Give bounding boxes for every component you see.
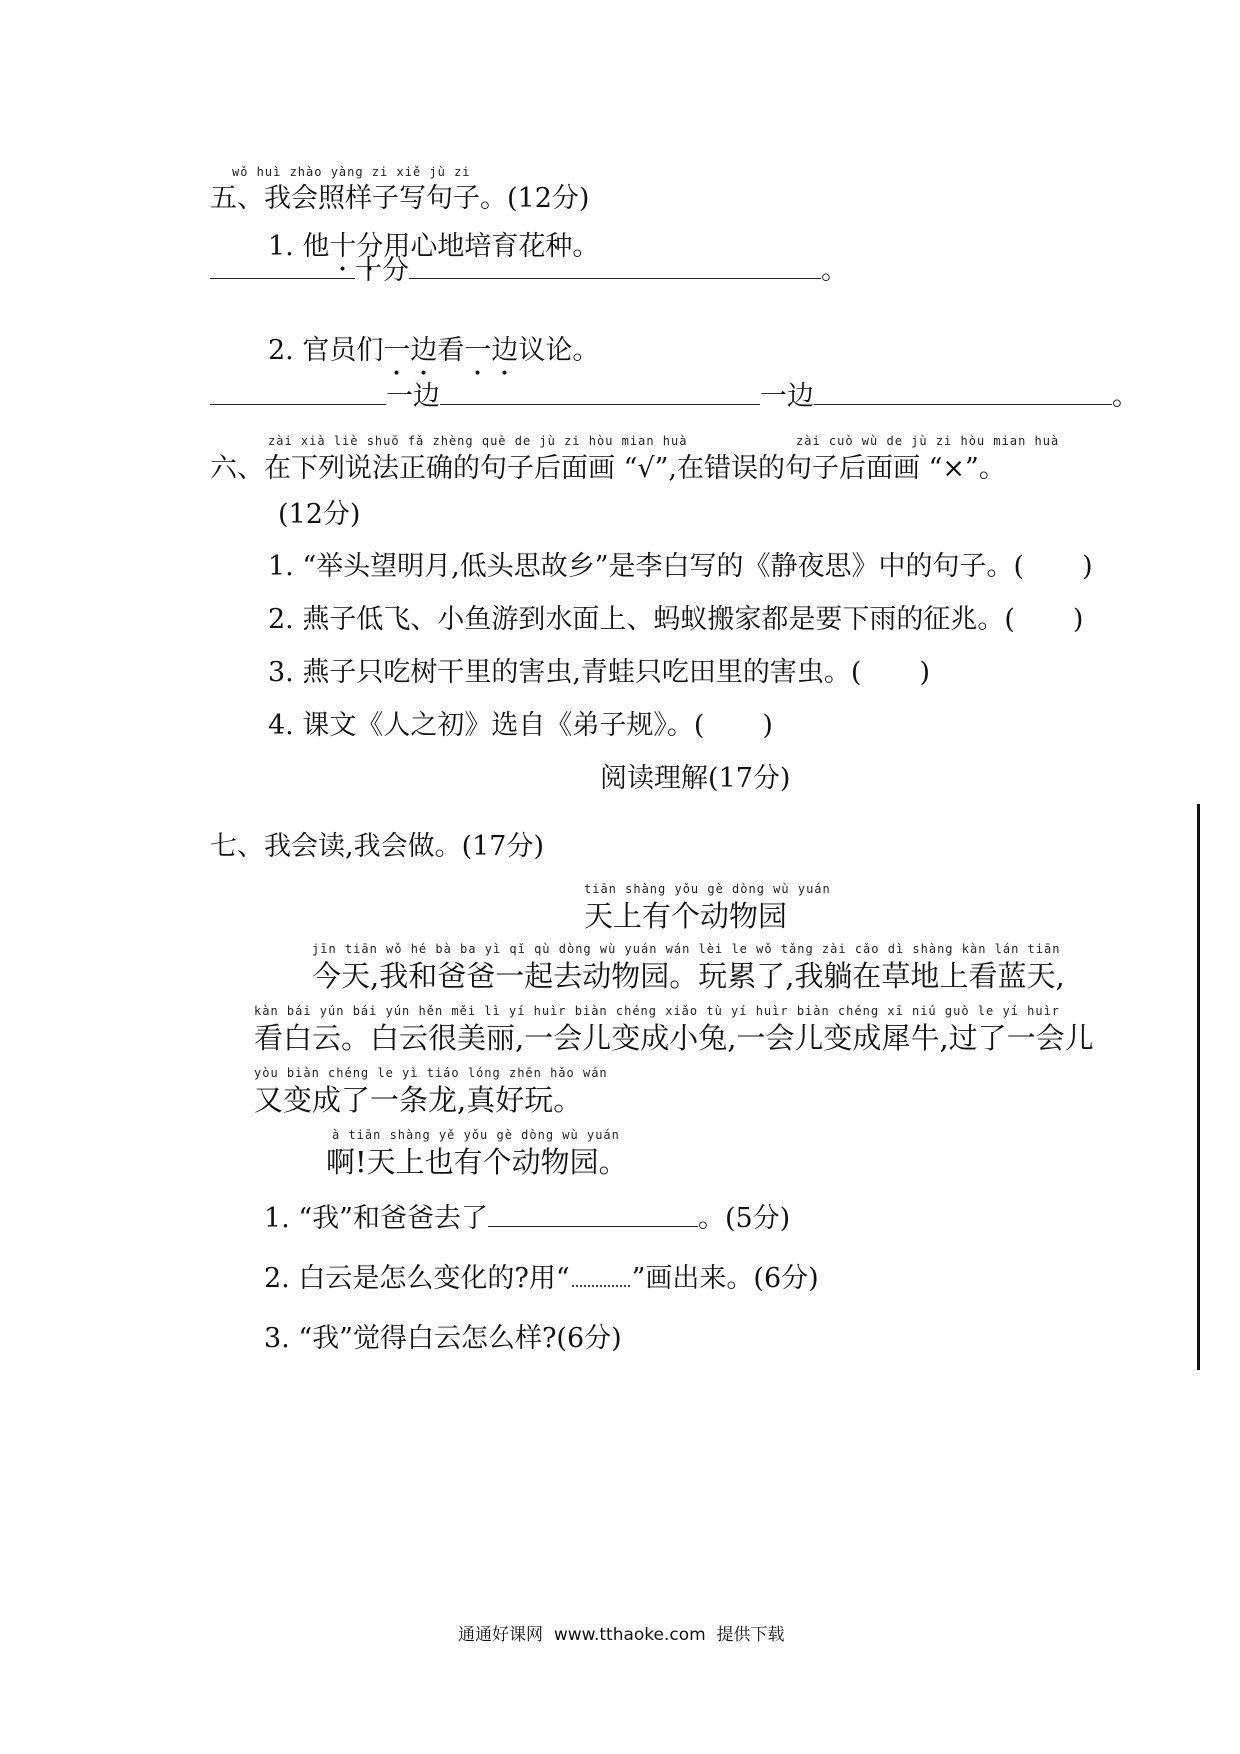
section6-title-a: 六、在下列说法正确的句子后面画	[210, 453, 615, 484]
footer-site: 通通好课网	[458, 1625, 543, 1645]
item4-text: 4. 课文《人之初》选自《弟子规》。(	[268, 710, 705, 741]
item1-text: 1. “举头望明月,低头思故乡”是李白写的《静夜思》中的句子。(	[268, 551, 1025, 582]
story-line2: 看白云。白云很美丽,一会儿变成小兔,一会儿变成犀牛,过了一会儿	[254, 1021, 1094, 1055]
fill2-word2: 一边	[760, 381, 814, 412]
section7-title: 七、我会读,我会做。(17分)	[210, 831, 545, 862]
section6-item-1	[268, 544, 1093, 583]
q1-suffix: 用心地培育花种。	[383, 231, 600, 262]
story-line2-pinyin: kàn bái yún bái yún hěn měi lì yí huìr biàn chéng xiǎo tù yí huìr biàn chéng xī niú guò le yí huìr	[254, 1004, 1061, 1018]
item4-close-paren: )	[762, 710, 773, 741]
section6-title	[210, 446, 1006, 485]
fill2-blank-b[interactable]	[440, 403, 760, 405]
margin-line	[1197, 804, 1200, 1370]
q1-dotted-word: 十分	[329, 231, 384, 262]
item3-close-paren: )	[919, 657, 931, 688]
fill2-blank-a[interactable]	[210, 403, 386, 405]
fill2-blank-c[interactable]	[814, 403, 1112, 405]
s7q2-a: 2. 白云是怎么变化的?用“	[264, 1263, 570, 1294]
q2-dotted-word1: 一边	[383, 335, 438, 366]
s7q1-b: 。(5分)	[697, 1203, 791, 1234]
section5-fill1	[210, 248, 848, 287]
s7q2-b: ”画出来。(6分)	[631, 1263, 819, 1294]
wavy-underline-sample	[572, 1285, 630, 1287]
q2-b: 看	[437, 335, 465, 366]
q2-c: 议论。	[518, 335, 600, 366]
section7-q2	[264, 1256, 819, 1295]
item1-close-paren: )	[1082, 551, 1093, 582]
story-line4: 啊!天上也有个动物园。	[326, 1145, 628, 1179]
story-title-pinyin: tiān shàng yǒu gè dòng wù yuán	[584, 882, 831, 896]
fill2-end: 。	[1112, 381, 1139, 412]
fill2-word1: 一边	[386, 381, 440, 412]
section7-q3: 3. “我”觉得白云怎么样?(6分)	[264, 1323, 622, 1354]
fill1-end: 。	[821, 255, 848, 286]
section6-item-2	[268, 597, 1083, 636]
section6-pinyin-2: zài cuò wù de jù zi hòu mian huà	[796, 434, 1060, 448]
q2-a: 2. 官员们	[268, 335, 384, 366]
q2-dotted-word2: 一边	[464, 335, 519, 366]
fill1-blank-b[interactable]	[409, 277, 821, 279]
s7q1-blank[interactable]	[488, 1225, 698, 1227]
story-line4-pinyin: à tiān shàng yě yǒu gè dòng wù yuán	[332, 1128, 620, 1142]
fill1-blank-a[interactable]	[210, 277, 355, 279]
item3-text: 3. 燕子只吃树干里的害虫,青蛙只吃田里的害虫。(	[268, 657, 862, 688]
footer-note: 提供下载	[716, 1625, 785, 1645]
section6-item-3	[268, 650, 930, 689]
item2-text: 2. 燕子低飞、小鱼游到水面上、蚂蚁搬家都是要下雨的征兆。(	[268, 604, 1015, 635]
reading-header: 阅读理解(17分)	[600, 763, 791, 794]
footer-url[interactable]: www.tthaoke.com	[553, 1625, 706, 1645]
section7-q1	[264, 1196, 790, 1235]
section6-title-b: “√”,在错误的句子后面画	[623, 453, 920, 484]
q1-prefix: 1. 他	[268, 231, 330, 262]
section6-title-c: “×”。	[928, 453, 1006, 484]
s7q1-a: 1. “我”和爸爸去了	[264, 1203, 488, 1234]
fill1-word: 十分	[355, 255, 409, 286]
section6-item-4	[268, 703, 773, 742]
item2-close-paren: )	[1072, 604, 1084, 635]
story-line3-pinyin: yòu biàn chéng le yì tiáo lóng zhēn hǎo wán	[254, 1066, 608, 1080]
section6-pinyin-1: zài xià liè shuō fǎ zhèng què de jù zi hòu mian huà	[268, 434, 688, 448]
story-line1-pinyin: jīn tiān wǒ hé bà ba yì qǐ qù dòng wù yuán wán lèi le wǒ tǎng zài cǎo dì shàng kàn lán tiān	[312, 942, 1061, 956]
section5-fill2	[210, 374, 1139, 413]
story-line1: 今天,我和爸爸一起去动物园。玩累了,我躺在草地上看蓝天,	[312, 959, 1065, 993]
section6-score: (12分)	[278, 499, 361, 530]
story-title: 天上有个动物园	[584, 899, 788, 933]
section5-title: 五、我会照样子写句子。(12分)	[210, 183, 590, 214]
footer	[458, 1620, 785, 1645]
story-line3: 又变成了一条龙,真好玩。	[254, 1083, 583, 1117]
section5-pinyin: wǒ huì zhào yàng zi xiě jù zi	[232, 165, 471, 179]
